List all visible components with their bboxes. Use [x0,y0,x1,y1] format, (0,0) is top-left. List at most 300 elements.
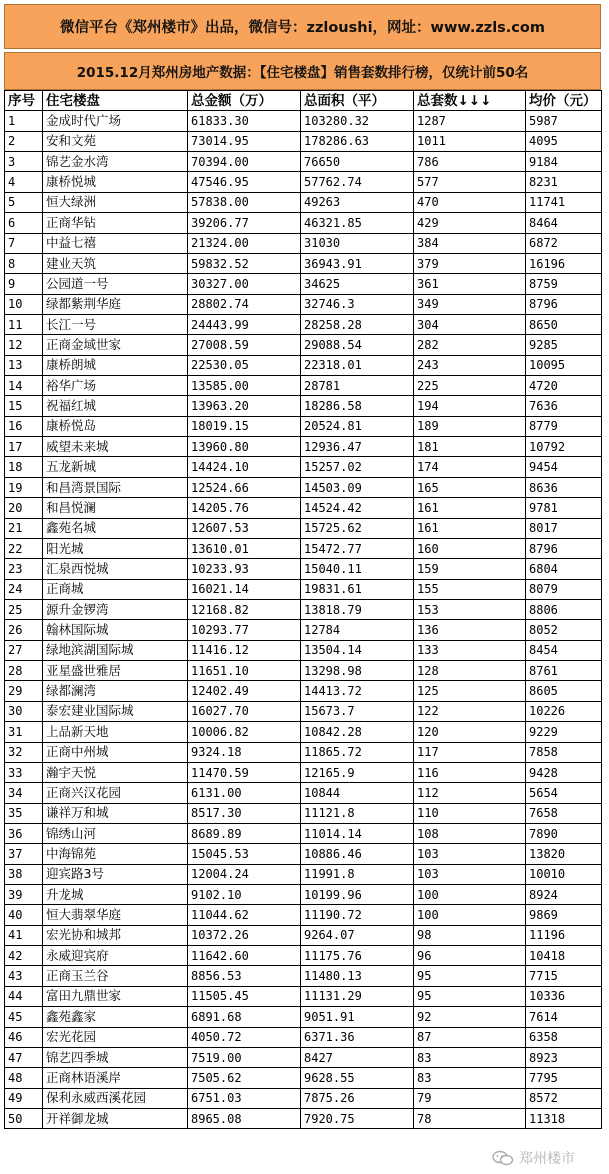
cell-total-units: 78 [414,1108,526,1128]
table-row [5,803,602,823]
table-row [5,131,602,151]
table-row [5,823,602,843]
cell-total-amount: 39206.77 [188,213,301,233]
cell-total-units: 79 [414,1088,526,1108]
cell-rank: 43 [5,966,43,986]
cell-avg-price: 8052 [526,620,602,640]
cell-rank: 30 [5,701,43,721]
cell-project: 阳光城 [43,538,188,558]
cell-total-area: 15040.11 [301,559,414,579]
cell-avg-price: 8796 [526,294,602,314]
cell-rank: 37 [5,844,43,864]
cell-total-area: 11131.29 [301,986,414,1006]
cell-total-amount: 10006.82 [188,722,301,742]
cell-total-units: 155 [414,579,526,599]
table-row [5,1007,602,1027]
cell-project: 瀚宇天悦 [43,762,188,782]
cell-total-area: 7875.26 [301,1088,414,1108]
cell-project: 祝福红城 [43,396,188,416]
header-total-amount: 总金额（万） [188,91,301,111]
cell-total-amount: 4050.72 [188,1027,301,1047]
table-row [5,681,602,701]
cell-total-amount: 8965.08 [188,1108,301,1128]
cell-project: 正商林语溪岸 [43,1068,188,1088]
cell-avg-price: 8761 [526,661,602,681]
cell-total-amount: 24443.99 [188,314,301,334]
cell-total-area: 10842.28 [301,722,414,742]
cell-project: 中益七禧 [43,233,188,253]
cell-total-units: 349 [414,294,526,314]
cell-project: 中海锦苑 [43,844,188,864]
table-row [5,1027,602,1047]
cell-total-amount: 11044.62 [188,905,301,925]
cell-total-units: 379 [414,253,526,273]
table-row [5,1088,602,1108]
cell-total-area: 9264.07 [301,925,414,945]
cell-project: 永威迎宾府 [43,946,188,966]
cell-total-amount: 22530.05 [188,355,301,375]
cell-total-area: 9051.91 [301,1007,414,1027]
cell-project: 安和文苑 [43,131,188,151]
table-row [5,722,602,742]
cell-total-area: 11865.72 [301,742,414,762]
cell-rank: 2 [5,131,43,151]
cell-rank: 25 [5,599,43,619]
cell-project: 开祥御龙城 [43,1108,188,1128]
cell-avg-price: 5654 [526,783,602,803]
table-row [5,152,602,172]
cell-total-units: 95 [414,966,526,986]
cell-total-units: 165 [414,477,526,497]
cell-avg-price: 9869 [526,905,602,925]
cell-total-amount: 13963.20 [188,396,301,416]
cell-total-amount: 11505.45 [188,986,301,1006]
cell-avg-price: 7636 [526,396,602,416]
cell-project: 锦艺金水湾 [43,152,188,172]
cell-project: 迎宾路3号 [43,864,188,884]
cell-total-units: 194 [414,396,526,416]
table-row [5,1108,602,1128]
cell-project: 和昌湾景国际 [43,477,188,497]
cell-total-units: 159 [414,559,526,579]
cell-project: 宏光花园 [43,1027,188,1047]
table-row [5,1047,602,1067]
cell-total-units: 100 [414,905,526,925]
cell-total-area: 29088.54 [301,335,414,355]
cell-total-units: 470 [414,192,526,212]
cell-total-area: 11991.8 [301,864,414,884]
cell-total-units: 136 [414,620,526,640]
cell-total-area: 11121.8 [301,803,414,823]
cell-total-amount: 15045.53 [188,844,301,864]
cell-total-amount: 18019.15 [188,416,301,436]
banner-source-text: 微信平台《郑州楼市》出品，微信号：zzloushi，网址：www.zzls.com [60,20,545,36]
cell-total-amount: 61833.30 [188,111,301,131]
cell-project: 源升金锣湾 [43,599,188,619]
cell-total-units: 128 [414,661,526,681]
cell-rank: 18 [5,457,43,477]
cell-total-units: 92 [414,1007,526,1027]
cell-project: 鑫苑鑫家 [43,1007,188,1027]
cell-avg-price: 7715 [526,966,602,986]
cell-rank: 20 [5,498,43,518]
cell-avg-price: 4095 [526,131,602,151]
cell-project: 鑫苑名城 [43,518,188,538]
cell-total-units: 103 [414,844,526,864]
table-row [5,416,602,436]
table-row [5,314,602,334]
table-row [5,925,602,945]
cell-total-area: 103280.32 [301,111,414,131]
cell-project: 宏光协和城邦 [43,925,188,945]
header-rank: 序号 [5,91,43,111]
cell-avg-price: 4720 [526,376,602,396]
cell-rank: 40 [5,905,43,925]
cell-avg-price: 8650 [526,314,602,334]
cell-total-units: 304 [414,314,526,334]
cell-avg-price: 10792 [526,437,602,457]
cell-avg-price: 7614 [526,1007,602,1027]
cell-project: 谦祥万和城 [43,803,188,823]
cell-total-area: 13504.14 [301,640,414,660]
cell-total-area: 22318.01 [301,355,414,375]
cell-total-amount: 47546.95 [188,172,301,192]
cell-total-units: 384 [414,233,526,253]
cell-total-amount: 9324.18 [188,742,301,762]
cell-total-amount: 16021.14 [188,579,301,599]
banner-title-text: 2015.12月郑州房地产数据：【住宅楼盘】销售套数排行榜，仅统计前50名 [76,65,529,81]
cell-total-area: 15472.77 [301,538,414,558]
cell-project: 保利永威西溪花园 [43,1088,188,1108]
cell-avg-price: 5987 [526,111,602,131]
cell-project: 建业天筑 [43,253,188,273]
cell-total-area: 12784 [301,620,414,640]
cell-total-amount: 12168.82 [188,599,301,619]
ranking-table [4,90,602,1129]
cell-total-amount: 8689.89 [188,823,301,843]
cell-total-units: 117 [414,742,526,762]
cell-total-amount: 13610.01 [188,538,301,558]
cell-rank: 44 [5,986,43,1006]
cell-avg-price: 8079 [526,579,602,599]
cell-total-area: 6371.36 [301,1027,414,1047]
cell-avg-price: 8464 [526,213,602,233]
cell-avg-price: 10336 [526,986,602,1006]
cell-total-units: 361 [414,274,526,294]
cell-rank: 12 [5,335,43,355]
table-row [5,355,602,375]
cell-total-area: 31030 [301,233,414,253]
cell-rank: 47 [5,1047,43,1067]
cell-project: 长江一号 [43,314,188,334]
cell-rank: 16 [5,416,43,436]
cell-avg-price: 8017 [526,518,602,538]
cell-total-units: 108 [414,823,526,843]
table-row [5,111,602,131]
cell-rank: 38 [5,864,43,884]
cell-total-amount: 10372.26 [188,925,301,945]
watermark-text: 郑州楼市 [519,1151,575,1167]
table-row [5,233,602,253]
cell-project: 上品新天地 [43,722,188,742]
header-project: 住宅楼盘 [43,91,188,111]
cell-avg-price: 9781 [526,498,602,518]
cell-total-units: 1011 [414,131,526,151]
cell-total-area: 15257.02 [301,457,414,477]
table-row [5,986,602,1006]
cell-avg-price: 9285 [526,335,602,355]
cell-project: 裕华广场 [43,376,188,396]
cell-total-area: 8427 [301,1047,414,1067]
cell-project: 泰宏建业国际城 [43,701,188,721]
cell-total-amount: 14424.10 [188,457,301,477]
cell-total-area: 12936.47 [301,437,414,457]
cell-total-area: 13818.79 [301,599,414,619]
cell-avg-price: 8572 [526,1088,602,1108]
banner-source [4,4,601,49]
cell-rank: 19 [5,477,43,497]
cell-avg-price: 7658 [526,803,602,823]
cell-total-amount: 12524.66 [188,477,301,497]
cell-total-amount: 70394.00 [188,152,301,172]
cell-total-area: 15725.62 [301,518,414,538]
cell-total-amount: 57838.00 [188,192,301,212]
cell-project: 锦绣山河 [43,823,188,843]
cell-avg-price: 6872 [526,233,602,253]
cell-rank: 3 [5,152,43,172]
table-row [5,477,602,497]
table-row [5,437,602,457]
cell-rank: 21 [5,518,43,538]
cell-project: 亚星盛世雅居 [43,661,188,681]
cell-total-area: 178286.63 [301,131,414,151]
table-row [5,864,602,884]
cell-total-area: 36943.91 [301,253,414,273]
table-row [5,396,602,416]
cell-total-amount: 11470.59 [188,762,301,782]
cell-total-units: 429 [414,213,526,233]
table-header-row [5,91,602,111]
cell-rank: 29 [5,681,43,701]
cell-project: 正商玉兰谷 [43,966,188,986]
cell-total-units: 98 [414,925,526,945]
table-row [5,701,602,721]
cell-rank: 27 [5,640,43,660]
cell-project: 锦艺四季城 [43,1047,188,1067]
cell-total-amount: 30327.00 [188,274,301,294]
cell-total-amount: 28802.74 [188,294,301,314]
cell-avg-price: 9184 [526,152,602,172]
cell-avg-price: 16196 [526,253,602,273]
cell-rank: 11 [5,314,43,334]
cell-total-amount: 6131.00 [188,783,301,803]
cell-avg-price: 8923 [526,1047,602,1067]
cell-project: 五龙新城 [43,457,188,477]
cell-rank: 5 [5,192,43,212]
cell-total-area: 57762.74 [301,172,414,192]
table-row [5,559,602,579]
cell-project: 恒大绿洲 [43,192,188,212]
cell-total-amount: 14205.76 [188,498,301,518]
cell-total-area: 46321.85 [301,213,414,233]
cell-rank: 36 [5,823,43,843]
cell-total-units: 577 [414,172,526,192]
cell-total-amount: 12004.24 [188,864,301,884]
cell-rank: 46 [5,1027,43,1047]
table-row [5,742,602,762]
cell-total-units: 153 [414,599,526,619]
cell-total-area: 28258.28 [301,314,414,334]
table-row [5,1068,602,1088]
cell-total-units: 161 [414,518,526,538]
cell-project: 绿地滨湖国际城 [43,640,188,660]
cell-project: 康桥朗城 [43,355,188,375]
table-row [5,192,602,212]
table-row [5,620,602,640]
cell-rank: 48 [5,1068,43,1088]
cell-total-area: 7920.75 [301,1108,414,1128]
cell-total-units: 100 [414,885,526,905]
table-row [5,253,602,273]
cell-project: 金成时代广场 [43,111,188,131]
cell-avg-price: 7890 [526,823,602,843]
wechat-icon [492,1150,514,1166]
cell-total-area: 14413.72 [301,681,414,701]
cell-avg-price: 11196 [526,925,602,945]
cell-project: 康桥悦岛 [43,416,188,436]
cell-total-amount: 13585.00 [188,376,301,396]
cell-total-units: 120 [414,722,526,742]
cell-avg-price: 6804 [526,559,602,579]
cell-total-units: 96 [414,946,526,966]
cell-total-units: 160 [414,538,526,558]
cell-total-amount: 12607.53 [188,518,301,538]
table-row [5,661,602,681]
cell-avg-price: 7795 [526,1068,602,1088]
cell-total-units: 133 [414,640,526,660]
cell-avg-price: 8806 [526,599,602,619]
cell-avg-price: 8605 [526,681,602,701]
cell-rank: 32 [5,742,43,762]
table-row [5,762,602,782]
cell-rank: 9 [5,274,43,294]
cell-rank: 45 [5,1007,43,1027]
table-row [5,457,602,477]
cell-avg-price: 8779 [526,416,602,436]
cell-total-area: 9628.55 [301,1068,414,1088]
cell-avg-price: 8454 [526,640,602,660]
cell-total-area: 11480.13 [301,966,414,986]
cell-total-amount: 10293.77 [188,620,301,640]
cell-avg-price: 11318 [526,1108,602,1128]
cell-total-amount: 11642.60 [188,946,301,966]
cell-total-units: 786 [414,152,526,172]
cell-rank: 1 [5,111,43,131]
cell-rank: 50 [5,1108,43,1128]
cell-project: 和昌悦澜 [43,498,188,518]
cell-rank: 26 [5,620,43,640]
cell-total-units: 282 [414,335,526,355]
cell-total-amount: 59832.52 [188,253,301,273]
cell-total-area: 11014.14 [301,823,414,843]
ranking-table-container [4,90,601,1129]
cell-total-area: 19831.61 [301,579,414,599]
cell-avg-price: 10095 [526,355,602,375]
cell-total-area: 32746.3 [301,294,414,314]
cell-avg-price: 11741 [526,192,602,212]
cell-total-area: 49263 [301,192,414,212]
watermark [492,1148,575,1168]
cell-total-area: 20524.81 [301,416,414,436]
cell-total-units: 1287 [414,111,526,131]
cell-rank: 33 [5,762,43,782]
table-row [5,335,602,355]
cell-rank: 4 [5,172,43,192]
cell-project: 正商华钻 [43,213,188,233]
cell-total-area: 13298.98 [301,661,414,681]
cell-total-units: 161 [414,498,526,518]
cell-avg-price: 8759 [526,274,602,294]
cell-project: 康桥悦城 [43,172,188,192]
cell-rank: 7 [5,233,43,253]
table-row [5,538,602,558]
cell-project: 公园道一号 [43,274,188,294]
cell-rank: 6 [5,213,43,233]
cell-total-amount: 13960.80 [188,437,301,457]
header-total-area: 总面积（平） [301,91,414,111]
cell-total-units: 174 [414,457,526,477]
cell-rank: 15 [5,396,43,416]
cell-rank: 10 [5,294,43,314]
banner-title [4,52,601,90]
table-row [5,783,602,803]
table-row [5,599,602,619]
table-row [5,905,602,925]
cell-total-units: 112 [414,783,526,803]
cell-rank: 39 [5,885,43,905]
table-row [5,294,602,314]
table-row [5,376,602,396]
cell-total-amount: 6891.68 [188,1007,301,1027]
cell-project: 绿都澜湾 [43,681,188,701]
cell-total-units: 83 [414,1068,526,1088]
header-avg-price: 均价（元） [526,91,602,111]
cell-rank: 34 [5,783,43,803]
cell-total-units: 225 [414,376,526,396]
cell-avg-price: 8924 [526,885,602,905]
cell-total-units: 95 [414,986,526,1006]
cell-project: 正商城 [43,579,188,599]
cell-rank: 17 [5,437,43,457]
cell-project: 升龙城 [43,885,188,905]
cell-total-amount: 10233.93 [188,559,301,579]
cell-rank: 35 [5,803,43,823]
cell-total-units: 110 [414,803,526,823]
cell-total-area: 18286.58 [301,396,414,416]
cell-total-units: 243 [414,355,526,375]
table-row [5,966,602,986]
cell-project: 正商兴汉花园 [43,783,188,803]
cell-avg-price: 10010 [526,864,602,884]
cell-rank: 49 [5,1088,43,1108]
cell-total-units: 122 [414,701,526,721]
cell-project: 恒大翡翠华庭 [43,905,188,925]
table-row [5,640,602,660]
cell-total-amount: 73014.95 [188,131,301,151]
table-row [5,518,602,538]
cell-total-area: 28781 [301,376,414,396]
cell-avg-price: 9428 [526,762,602,782]
